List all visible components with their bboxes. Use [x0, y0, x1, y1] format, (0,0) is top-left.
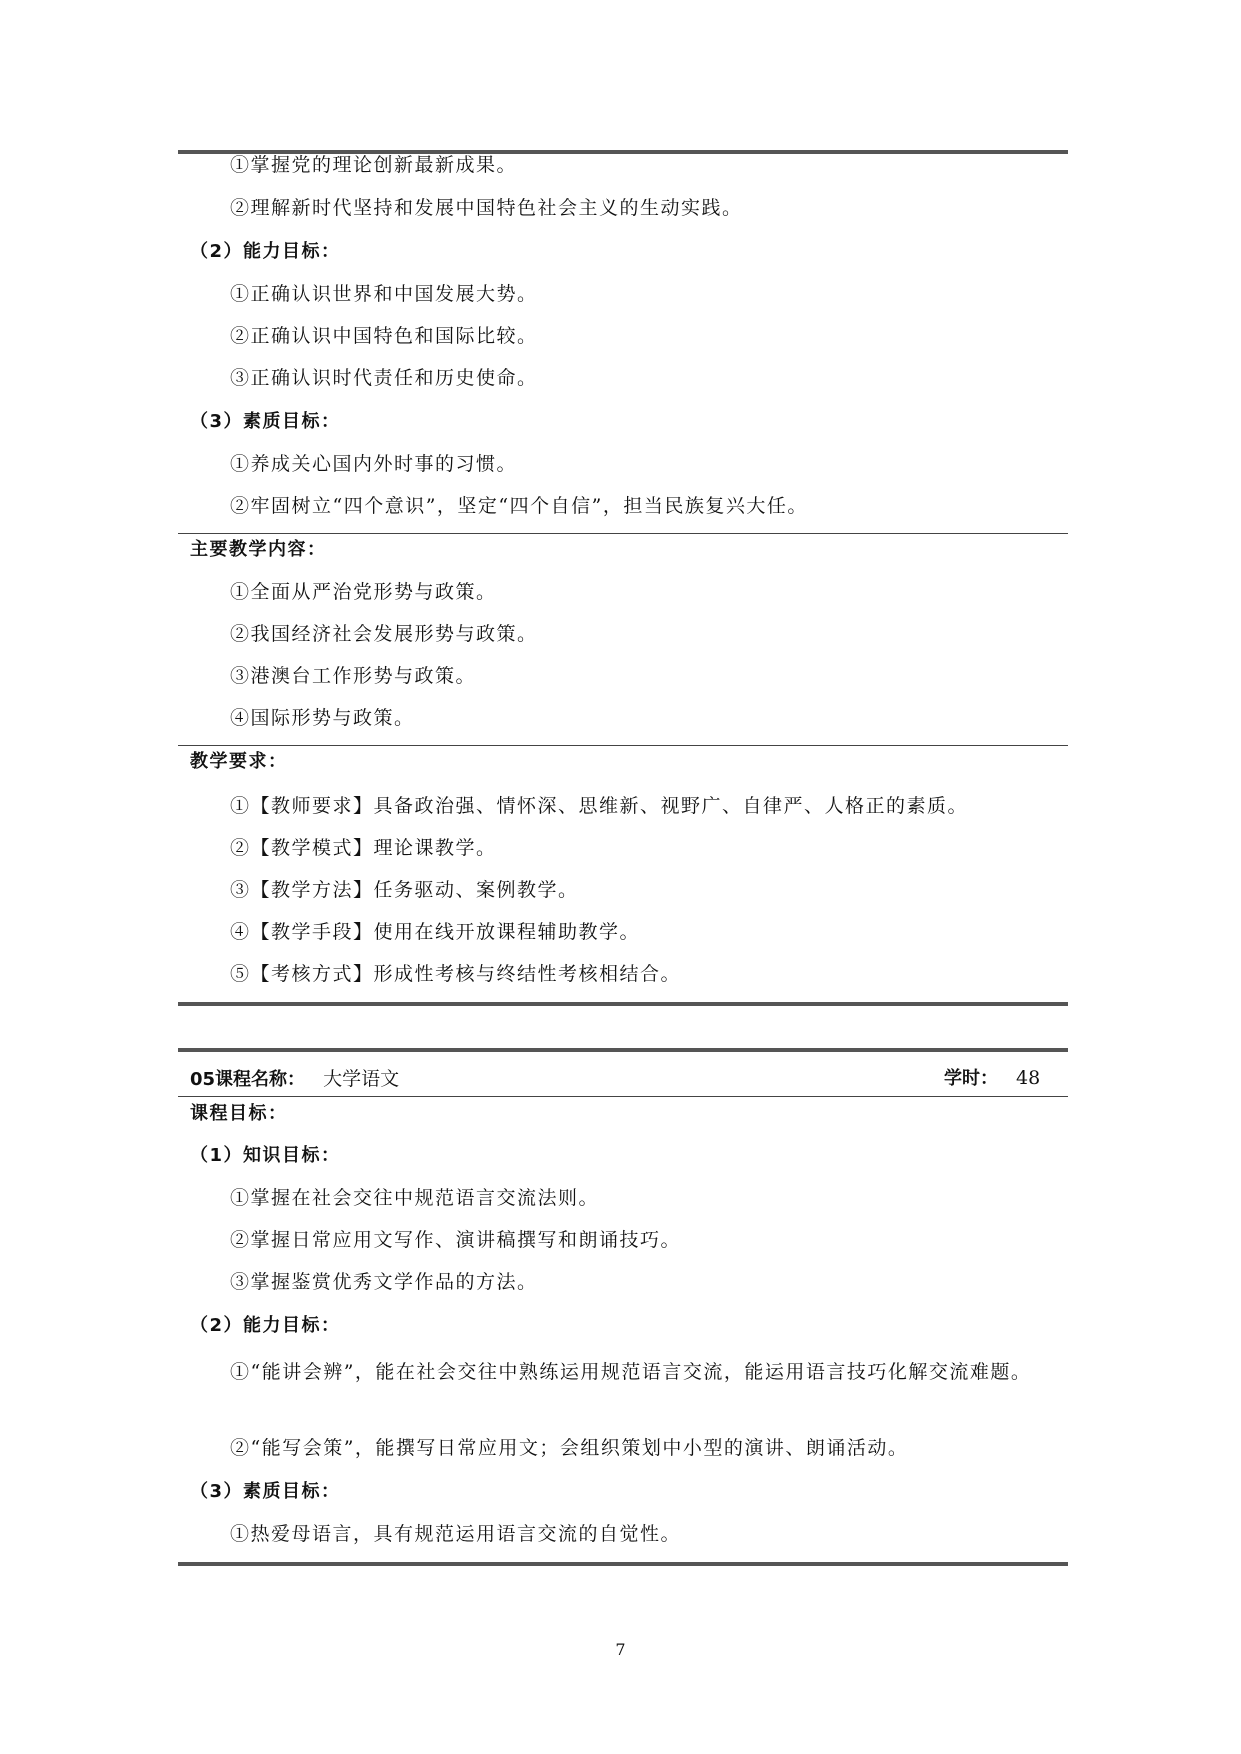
ability-item: ③正确认识时代责任和历史使命。	[230, 367, 538, 389]
requirement-item: ⑤【考核方式】形成性考核与终结性考核相结合。	[230, 963, 682, 985]
content-heading: 主要教学内容：	[190, 539, 327, 560]
content-item: ②我国经济社会发展形势与政策。	[230, 623, 538, 645]
knowledge-item: ②掌握日常应用文写作、演讲稿撰写和朗诵技巧。	[230, 1229, 682, 1251]
goal-heading: 课程目标：	[190, 1103, 288, 1124]
knowledge-item: ③掌握鉴赏优秀文学作品的方法。	[230, 1271, 538, 1293]
ability-heading: （2）能力目标：	[190, 1315, 341, 1336]
row-divider	[178, 745, 1068, 746]
quality-item: ①热爱母语言，具有规范运用语言交流的自觉性。	[230, 1523, 682, 1545]
page-number: 7	[615, 1640, 626, 1659]
knowledge-heading: （1）知识目标：	[190, 1145, 341, 1166]
quality-item: ①养成关心国内外时事的习惯。	[230, 453, 518, 475]
requirement-item: ④【教学手段】使用在线开放课程辅助教学。	[230, 921, 641, 943]
requirement-item: ①【教师要求】具备政治强、情怀深、思维新、视野广、自律严、人格正的素质。	[230, 795, 969, 817]
course-hours-label: 学时：	[944, 1068, 998, 1089]
course-name-row	[190, 1064, 399, 1091]
content-item: ③港澳台工作形势与政策。	[230, 665, 477, 687]
knowledge-item: ①掌握党的理论创新最新成果。	[230, 154, 518, 176]
requirement-item: ②【教学模式】理论课教学。	[230, 837, 497, 859]
knowledge-item: ①掌握在社会交往中规范语言交流法则。	[230, 1187, 600, 1209]
table-top-rule	[178, 1048, 1068, 1052]
ability-item: ②“能写会策”，能撰写日常应用文；会组织策划中小型的演讲、朗诵活动。	[230, 1437, 909, 1459]
ability-item: ①“能讲会辨”，能在社会交往中熟练运用规范语言交流，能运用语言技巧化解交流难题。	[230, 1361, 1032, 1383]
ability-item: ②正确认识中国特色和国际比较。	[230, 325, 538, 347]
row-divider	[178, 1096, 1068, 1097]
quality-heading: （3）素质目标：	[190, 1481, 341, 1502]
content-item: ④国际形势与政策。	[230, 707, 415, 729]
requirements-heading: 教学要求：	[190, 751, 288, 772]
table-bottom-rule	[178, 1002, 1068, 1006]
quality-heading: （3）素质目标：	[190, 411, 341, 432]
ability-heading: （2）能力目标：	[190, 241, 341, 262]
course-name-label: 05课程名称：	[190, 1069, 306, 1090]
requirement-item: ③【教学方法】任务驱动、案例教学。	[230, 879, 579, 901]
content-item: ①全面从严治党形势与政策。	[230, 581, 497, 603]
ability-item: ①正确认识世界和中国发展大势。	[230, 283, 538, 305]
course-hours-value: 48	[1016, 1067, 1041, 1089]
quality-item: ②牢固树立“四个意识”，坚定“四个自信”，担当民族复兴大任。	[230, 495, 808, 517]
course-name-value: 大学语文	[323, 1068, 400, 1090]
course-hours-row	[944, 1064, 1040, 1090]
knowledge-item: ②理解新时代坚持和发展中国特色社会主义的生动实践。	[230, 197, 743, 219]
row-divider	[178, 533, 1068, 534]
table-bottom-rule	[178, 1562, 1068, 1566]
